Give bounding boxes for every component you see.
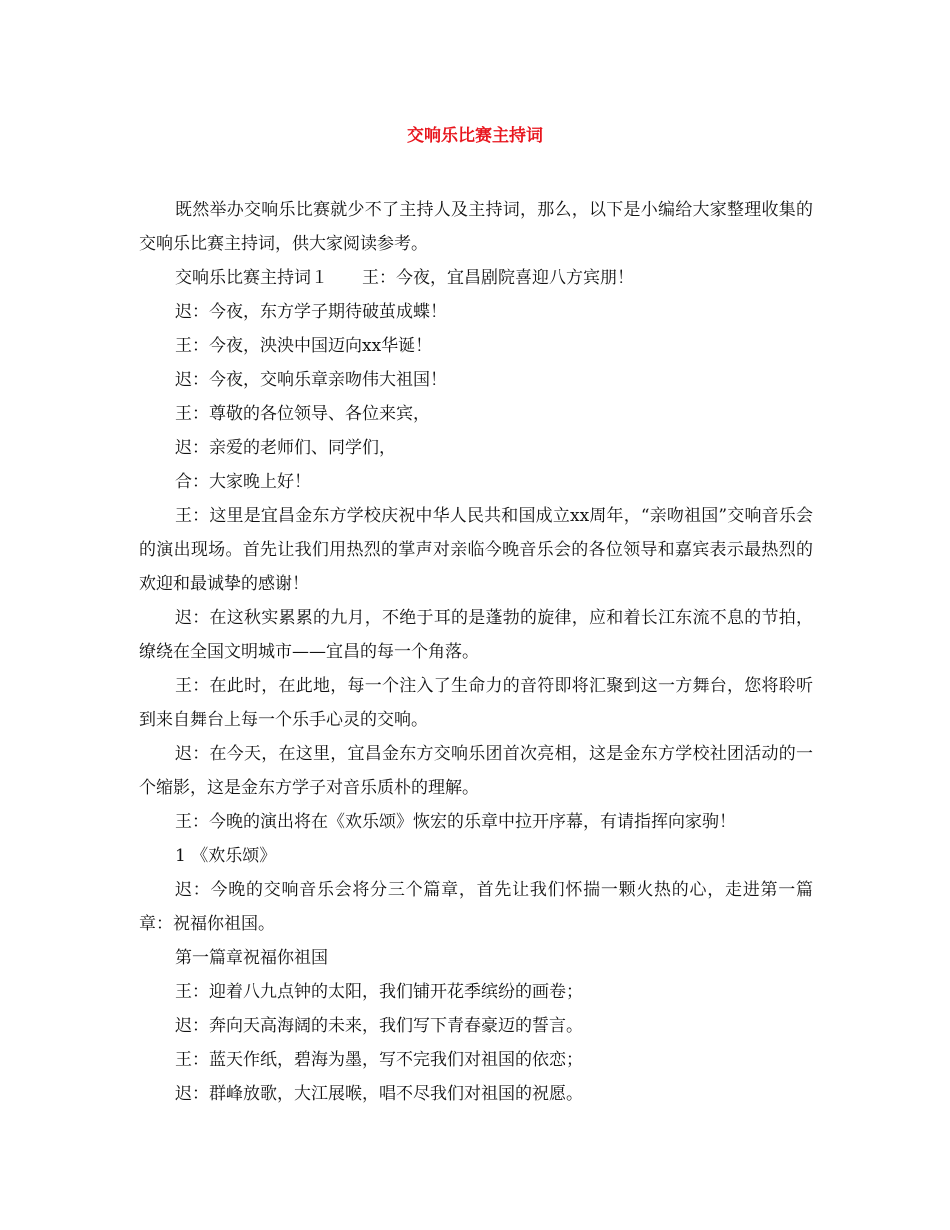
paragraph-chapter-heading: 第一篇章祝福你祖国 — [175, 948, 328, 968]
paragraph: 迟：今夜，交响乐章亲吻伟大祖国！ — [175, 370, 447, 390]
paragraph: 迟：在这秋实累累的九月，不绝于耳的是蓬勃的旋律，应和着长江东流不息的节拍，缭绕在全国文明城市——宜昌的每一个角落。 — [139, 608, 813, 662]
paragraph-intro: 既然举办交响乐比赛就少不了主持人及主持词，那么，以下是小编给大家整理收集的交响乐比赛主持词，供大家阅读参考。 — [139, 200, 813, 254]
paragraph: 迟：亲爱的老师们、同学们， — [175, 438, 396, 458]
document-title: 交响乐比赛主持词 — [407, 126, 543, 146]
paragraph: 王：这里是宜昌金东方学校庆祝中华人民共和国成立xx周年，“亲吻祖国”交响音乐会的演出现场。首先让我们用热烈的掌声对亲临今晚音乐会的各位领导和嘉宾表示最热烈的欢迎和最诚挚的感谢！ — [139, 506, 813, 594]
paragraph-program-item: 1 《欢乐颂》 — [175, 846, 277, 866]
paragraph: 王：迎着八九点钟的太阳，我们铺开花季缤纷的画卷； — [175, 982, 583, 1002]
paragraph: 王：今晚的演出将在《欢乐颂》恢宏的乐章中拉开序幕，有请指挥向家驹！ — [175, 812, 736, 832]
paragraph: 迟：在今天，在这里，宜昌金东方交响乐团首次亮相，这是金东方学校社团活动的一个缩影，这是金东方学子对音乐质朴的理解。 — [139, 744, 813, 798]
paragraph: 王：在此时，在此地，每一个注入了生命力的音符即将汇聚到这一方舞台，您将聆听到来自舞台上每一个乐手心灵的交响。 — [139, 676, 813, 730]
paragraph: 迟：今夜，东方学子期待破茧成蝶！ — [175, 302, 447, 322]
paragraph-heading-1: 交响乐比赛主持词１ 王：今夜，宜昌剧院喜迎八方宾朋！ — [175, 268, 634, 288]
paragraph: 合：大家晚上好！ — [175, 472, 311, 492]
paragraph: 迟：今晚的交响音乐会将分三个篇章，首先让我们怀揣一颗火热的心，走进第一篇章：祝福你祖国。 — [139, 880, 813, 934]
document-body — [139, 193, 813, 1111]
paragraph: 王：尊敬的各位领导、各位来宾， — [175, 404, 430, 424]
paragraph: 王：蓝天作纸，碧海为墨，写不完我们对祖国的依恋； — [175, 1050, 583, 1070]
paragraph: 王：今夜，泱泱中国迈向xx华诞！ — [175, 336, 433, 356]
paragraph: 迟：奔向天高海阔的未来，我们写下青春豪迈的誓言。 — [175, 1016, 583, 1036]
paragraph: 迟：群峰放歌，大江展喉，唱不尽我们对祖国的祝愿。 — [175, 1084, 583, 1104]
